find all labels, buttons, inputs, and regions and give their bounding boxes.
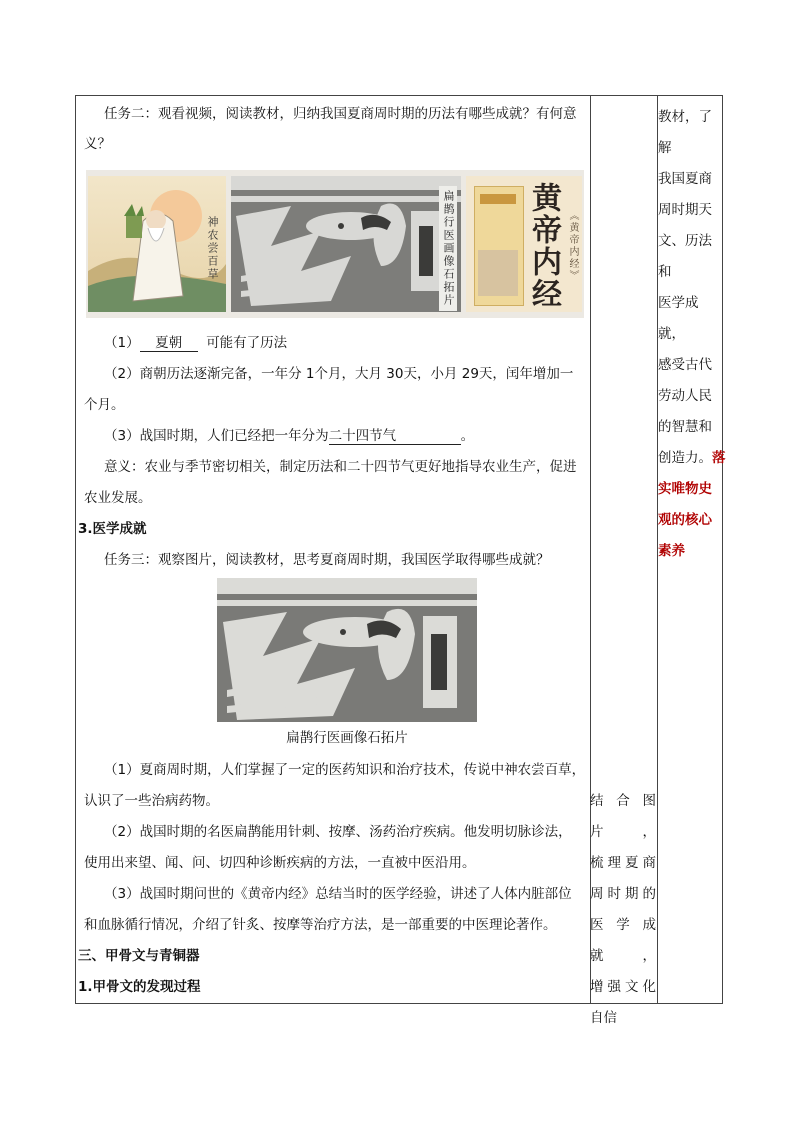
huangdi-neijing-book-image bbox=[466, 176, 582, 312]
bianque-rubbing-large-image bbox=[217, 578, 477, 722]
neijing-side-label: 《黄帝内经》 bbox=[567, 210, 578, 282]
calendar-item2-line2: 个月。 bbox=[84, 397, 125, 413]
calendar-meaning-line2: 农业发展。 bbox=[84, 490, 152, 506]
medicine-heading: 3.医学成就 bbox=[78, 521, 147, 537]
design-intent-right: 教材，了解 我国夏商 周时期天 文、历法和 医学成就， 感受古代 劳动人民 的智慧和 创造力。落 实唯物史 观的核心 素养 bbox=[658, 109, 726, 559]
medicine-item2-line2: 使用出来望、闻、问、切四种诊断疾病的方法，一直被中医沿用。 bbox=[84, 855, 476, 871]
shennong-illustration bbox=[88, 176, 226, 312]
core-literacy-highlight: 落 bbox=[712, 450, 726, 466]
task2-line2: 义？ bbox=[84, 136, 111, 152]
medicine-item3-line2: 和血脉循行情况，介绍了针炙、按摩等治疗方法，是一部重要的中医理论著作。 bbox=[84, 917, 557, 933]
medicine-item2-line1: （2）战国时期的名医扁鹊能用针刺、按摩、汤药治疗疾病。他发明切脉诊法， bbox=[104, 824, 572, 840]
calendar-item1: （1） 夏朝 可能有了历法 bbox=[104, 335, 288, 351]
lesson-table bbox=[75, 95, 726, 1026]
task2-line1: 任务二：观看视频，阅读教材，归纳我国夏商周时期的历法有哪些成就？有何意 bbox=[104, 106, 577, 122]
calendar-medicine-image-strip bbox=[86, 170, 584, 318]
calendar-item3: （3）战国时期，人们已经把一年分为二十四节气 。 bbox=[104, 428, 475, 444]
answer-blank-jieqi: 二十四节气 bbox=[329, 428, 461, 445]
neijing-cover-title: 黄帝内经 bbox=[526, 182, 561, 310]
calendar-meaning-line1: 意义：农业与季节密切相关，制定历法和二十四节气更好地指导农业生产，促进 bbox=[104, 459, 577, 475]
shennong-label: 神农尝百草 bbox=[206, 216, 219, 281]
medicine-item1-line1: （1）夏商周时期，人们掌握了一定的医药知识和治疗技术，传说中神农尝百草， bbox=[104, 762, 586, 778]
answer-blank-xia: 夏朝 bbox=[140, 335, 198, 352]
bianque-label: 扁鹊行医画像石拓片 bbox=[439, 186, 457, 311]
section3-sub1: 1.甲骨文的发现过程 bbox=[78, 979, 201, 995]
task3-text: 任务三：观察图片，阅读教材，思考夏商周时期，我国医学取得哪些成就？ bbox=[104, 552, 550, 568]
image-caption: 扁鹊行医画像石拓片 bbox=[286, 730, 408, 746]
design-intent-middle: 结合图片， 梳理夏商 周时期的 医学成就， 增强文化 自信 bbox=[590, 793, 656, 1026]
medicine-item1-line2: 认识了一些治病药物。 bbox=[84, 793, 219, 809]
calendar-item2-line1: （2）商朝历法逐渐完备，一年分 1个月，大月 30天，小月 29天，闰年增加一 bbox=[104, 366, 574, 382]
medicine-item3-line1: （3）战国时期问世的《黄帝内经》总结当时的医学经验，讲述了人体内脏部位 bbox=[104, 886, 572, 902]
bianque-rubbing-image bbox=[231, 176, 461, 312]
section3-heading: 三、甲骨文与青铜器 bbox=[78, 948, 200, 964]
